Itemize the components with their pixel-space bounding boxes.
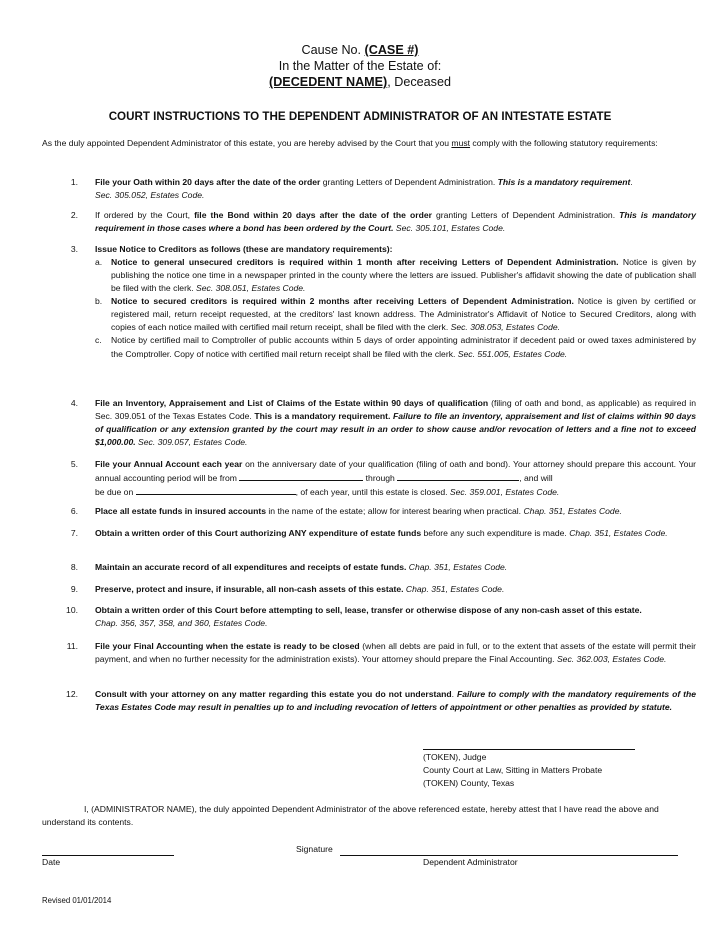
- administrator-label: Dependent Administrator: [423, 857, 518, 867]
- instruction-item-9: 9. Preserve, protect and insure, if insurable, all non-cash assets of this estate. Chap. 351, Estates Code.: [70, 584, 505, 594]
- county-name: (TOKEN) County, Texas: [423, 778, 515, 789]
- signature-label: Signature: [296, 844, 333, 854]
- period-end-blank[interactable]: [397, 471, 519, 481]
- instruction-3b: b. Notice to secured creditors is required within 2 months after receiving Letters of Dependent Administration. Notice is given by certified or registered mail, return receipt requested, at the creditors' last known address. The Administrator's Affidavit of Notice to Secured Creditors, along with copies of each notice mailed with certified mail return receipt, shall be filed with the clerk. Sec. 308.053, Estates Code.: [95, 296, 696, 333]
- instruction-item-6: 6. Place all estate funds in insured accounts in the name of the estate; allow for interest bearing when practical. Chap. 351, Estates Code.: [70, 506, 622, 516]
- matter-line: In the Matter of the Estate of:: [278, 59, 442, 73]
- court-name: County Court at Law, Sitting in Matters Probate: [423, 765, 603, 776]
- date-line[interactable]: [42, 855, 174, 856]
- due-date-blank[interactable]: [136, 485, 296, 495]
- instruction-item-7: 7. Obtain a written order of this Court authorizing ANY expenditure of estate funds before any such expenditure is made. Chap. 351, Estates Code.: [70, 528, 668, 538]
- instruction-item-2: 2. If ordered by the Court, file the Bond within 20 days after the date of the order granting Letters of Dependent Administration. This is mandatory requirement in those cases where a bond has been ordered by the Court. Sec. 305.101, Estates Code.: [70, 210, 696, 234]
- instruction-item-12: 12. Consult with your attorney on any matter regarding this estate you do not understand. Failure to comply with the mandatory requirements of the Texas Estates Code may result in penalties up to and including revocation of letters of appointment or other penalties as provided by statute.: [66, 689, 696, 713]
- instruction-item-1: 1. File your Oath within 20 days after the date of the order granting Letters of Dependent Administration. This is a mandatory requirement. Sec. 305.052, Estates Code.: [70, 177, 633, 201]
- instruction-item-3: 3. Issue Notice to Creditors as follows (these are mandatory requirements): a. Notice to general unsecured creditors is required within 1 month after receiving Letters of Dependent Administration. Notice is given by publishing the notice one time in a newspaper printed in the county where the letters are issued. Publisher's affidavit showing the date of publication shall be filed with the clerk. Sec. 308.051, Estates Code. b. Notice to secured creditors is required within 2 months after receiving Letters of Dependent Administration. Notice is given by certified or registered mail, return receipt requested, at the creditors' last known address. The Administrator's Affidavit of Notice to Secured Creditors, along with copies of each notice mailed with certified mail return receipt, shall be filed with the clerk. Sec. 308.053, Estates Code. c. Notice by certified mail to Comptroller of public accounts within 5 days of order appointing administrator if decedent paid or owed taxes administered by the Comptroller. Copy of notice with certified mail return receipt shall be filed with the clerk. Sec. 551.005, Estates Code.: [42, 243, 696, 361]
- cause-number-line: [0, 42, 720, 59]
- intro-paragraph: As the duly appointed Dependent Administrator of this estate, you are hereby advised by the Court that you must comply with the following statutory requirements:: [42, 138, 658, 148]
- attestation-paragraph: I, (ADMINISTRATOR NAME), the duly appointed Dependent Administrator of the above referenced estate, hereby attest that I have read the above and understand its contents.: [42, 804, 659, 828]
- instruction-item-10: 10. Obtain a written order of this Court before attempting to sell, lease, transfer or otherwise dispose of any non-cash asset of this estate. Chap. 356, 357, 358, and 360, Estates Code.: [66, 605, 642, 629]
- document-title: COURT INSTRUCTIONS TO THE DEPENDENT ADMINISTRATOR OF AN INTESTATE ESTATE: [108, 110, 612, 123]
- instruction-3c: c. Notice by certified mail to Comptroller of public accounts within 5 days of order appointing administrator if decedent paid or owed taxes administered by the Comptroller. Copy of notice with certified mail return receipt shall be filed with the clerk. Sec. 551.005, Estates Code.: [95, 335, 696, 359]
- cause-number: (CASE #): [364, 43, 419, 57]
- instruction-3a: a. Notice to general unsecured creditors is required within 1 month after receiving Letters of Dependent Administration. Notice is given by publishing the notice one time in a newspaper printed in the county where the letters are issued. Publisher's affidavit showing the date of publication shall be filed with the clerk. Sec. 308.051, Estates Code.: [95, 257, 696, 294]
- instruction-item-8: 8. Maintain an accurate record of all expenditures and receipts of estate funds. Chap. 351, Estates Code.: [70, 562, 508, 572]
- decedent-line: (DECEDENT NAME), Deceased: [269, 75, 451, 89]
- instruction-item-4: 4. File an Inventory, Appraisement and List of Claims of the Estate within 90 days of qualification (filing of oath and bond, as applicable) as required in Sec. 309.051 of the Texas Estates Code. This is a mandatory requirement. Failure to file an inventory, appraisement and list of claims within 90 days of qualification or any extension granted by the court may result in an order to show cause and/or revocation of letters and a fine not to exceed $1,000.00. Sec. 309.057, Estates Code.: [70, 398, 697, 448]
- revision-footer: Revised 01/01/2014: [42, 896, 112, 905]
- judge-name: (TOKEN), Judge: [423, 752, 487, 762]
- instruction-item-5: 5. File your Annual Account each year on the anniversary date of your qualification (filing of oath and bond). Your attorney should prepare this account. Your annual accounting period will be from through , and will be due on , of each year, until this estate is closed. Sec. 359.001, Estates Code.: [70, 459, 696, 498]
- period-start-blank[interactable]: [239, 471, 363, 481]
- instruction-item-11: 11. File your Final Accounting when the estate is ready to be closed (when all debts are paid in full, or to the extent that assets of the estate will permit their payment, and when no further necessity for the administration exists). Your attorney should prepare the Final Accounting. Sec. 362.003, Estates Code.: [66, 641, 696, 665]
- date-label: Date: [42, 857, 61, 867]
- judge-signature-line[interactable]: [423, 749, 635, 750]
- judge-block: [423, 751, 683, 790]
- cause-label: Cause No.: [301, 43, 365, 57]
- decedent-name: (DECEDENT NAME): [269, 75, 388, 89]
